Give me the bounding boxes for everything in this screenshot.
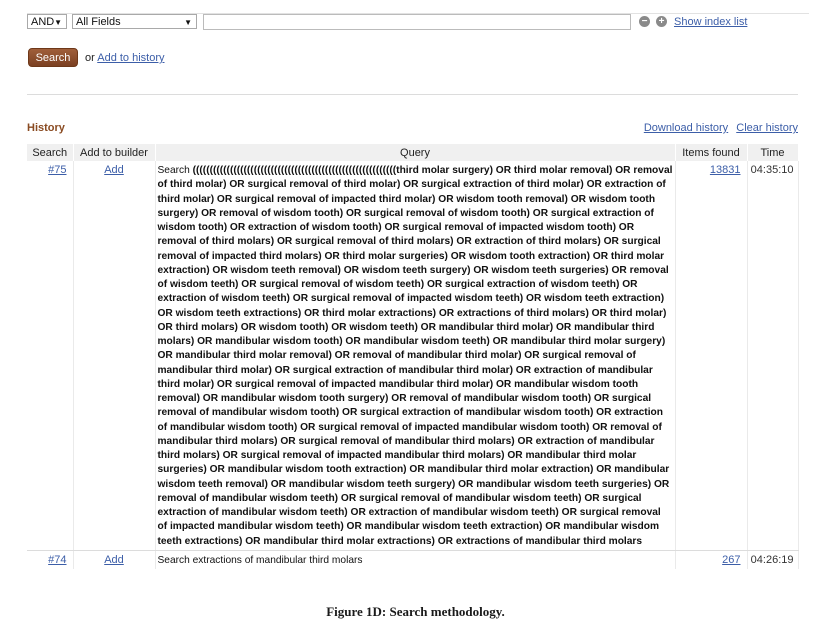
time-cell: 04:26:19: [747, 550, 798, 569]
section-divider: [27, 94, 798, 95]
plus-circle-icon[interactable]: +: [656, 16, 667, 27]
operator-select[interactable]: [27, 14, 67, 29]
or-add-to-history: [85, 52, 165, 64]
column-header-time: Time: [747, 144, 798, 161]
history-actions: [644, 122, 798, 134]
column-header-search: Search: [27, 144, 73, 161]
search-button[interactable]: Search: [28, 48, 78, 67]
add-to-builder-link[interactable]: Add: [104, 553, 124, 566]
query-prefix: Search: [157, 165, 190, 176]
table-row: [27, 161, 798, 550]
minus-circle-icon[interactable]: −: [639, 16, 650, 27]
query-text: ((((((((((((((((((((((((((((((((((((((((((((((((((((((((((((third molar surgery) OR third molar removal) OR removal of third molar) OR surgical removal of third molar) OR surgical extraction of third molar) OR extraction of third molar) OR surgical removal of impacted third molar) OR wisdom tooth removal) OR wisdom tooth surgery) OR removal of wisdom tooth) OR surgical removal of wisdom tooth) OR surgical extraction of wisdom tooth) OR extraction of wisdom tooth) OR surgical removal of impacted wisdom tooth) OR removal of third molars) OR surgical removal of third molars) OR extraction of third molars) OR surgical removal of impacted third molars) OR third molar surgeries) OR wisdom tooth extraction) OR third molar extraction) OR wisdom teeth removal) OR wisdom teeth surgery) OR wisdom teeth surgeries) OR removal of wisdom teeth) OR surgical removal of wisdom teeth) OR surgical extraction of wisdom teeth) OR extraction of wisdom teeth) OR surgical removal of impacted wisdom teeth) OR wisdom teeth extraction) OR wisdom teeth extractions) OR third molar extractions) OR extractions of third molars) OR third molar) OR third molars) OR wisdom tooth) OR wisdom teeth) OR mandibular third molar) OR mandibular third molars) OR mandibular wisdom tooth) OR mandibular wisdom teeth) OR mandibular third molar surgery) OR mandibular third molar removal) OR removal of mandibular third molar) OR surgical removal of mandibular third molar) OR surgical extraction of mandibular third molar) OR extraction of mandibular third molar) OR surgical removal of impacted mandibular third molar) OR mandibular wisdom tooth removal) OR mandibular wisdom tooth surgery) OR removal of mandibular wisdom tooth) OR surgical removal of mandibular wisdom tooth) OR surgical extraction of mandibular wisdom tooth) OR extraction of mandibular wisdom tooth) OR surgical removal of impacted mandibular wisdom tooth) OR removal of mandibular third molars) OR surgical removal of mandibular third molars) OR extraction of mandibular third molars) OR surgical removal of impacted mandibular third molars) OR mandibular third molar surgeries) OR mandibular wisdom tooth extraction) OR mandibular third molar extraction) OR mandibular wisdom teeth removal) OR mandibular wisdom teeth surgery) OR mandibular wisdom teeth surgeries) OR removal of mandibular wisdom teeth) OR surgical removal of mandibular wisdom teeth) OR surgical extraction of mandibular wisdom teeth) OR extraction of mandibular wisdom teeth) OR surgical removal of impacted mandibular wisdom teeth) OR mandibular wisdom teeth extraction) OR mandibular wisdom teeth extractions) OR mandibular third molar extractions) OR extractions of mandibular third molars: [157, 165, 673, 547]
time-cell: 04:35:10: [747, 161, 798, 550]
table-header-row: [27, 144, 798, 161]
figure-caption: Figure 1D: Search methodology.: [326, 604, 505, 619]
column-header-items-found: Items found: [675, 144, 747, 161]
dropdown-arrow-icon: ▼: [54, 18, 62, 27]
query-cell: [155, 550, 675, 569]
column-header-query: Query: [155, 144, 675, 161]
field-select[interactable]: [72, 14, 197, 29]
query-text: extractions of mandibular third molars: [192, 554, 363, 566]
download-history-link[interactable]: Download history: [643, 122, 729, 134]
clear-history-link[interactable]: Clear history: [736, 122, 798, 134]
history-title: History: [27, 122, 65, 134]
query-prefix: Search: [157, 554, 190, 566]
items-found-link[interactable]: 13831: [709, 164, 741, 176]
search-term-input[interactable]: [203, 14, 631, 30]
items-found-link[interactable]: 267: [722, 553, 741, 566]
add-to-builder-link[interactable]: Add: [104, 164, 124, 176]
table-row: [27, 550, 798, 569]
query-cell: [155, 161, 675, 550]
field-value: All Fields: [76, 16, 121, 28]
operator-value: AND: [31, 16, 55, 28]
history-table: [27, 144, 799, 569]
search-number-link[interactable]: #74: [48, 553, 67, 566]
dropdown-arrow-icon: ▼: [184, 18, 192, 27]
or-label: or: [85, 52, 95, 64]
add-to-history-link[interactable]: Add to history: [97, 52, 165, 64]
search-number-link[interactable]: #75: [48, 164, 67, 176]
show-index-list-link[interactable]: Show index list: [674, 16, 748, 28]
column-header-add-to-builder: Add to builder: [73, 144, 155, 161]
